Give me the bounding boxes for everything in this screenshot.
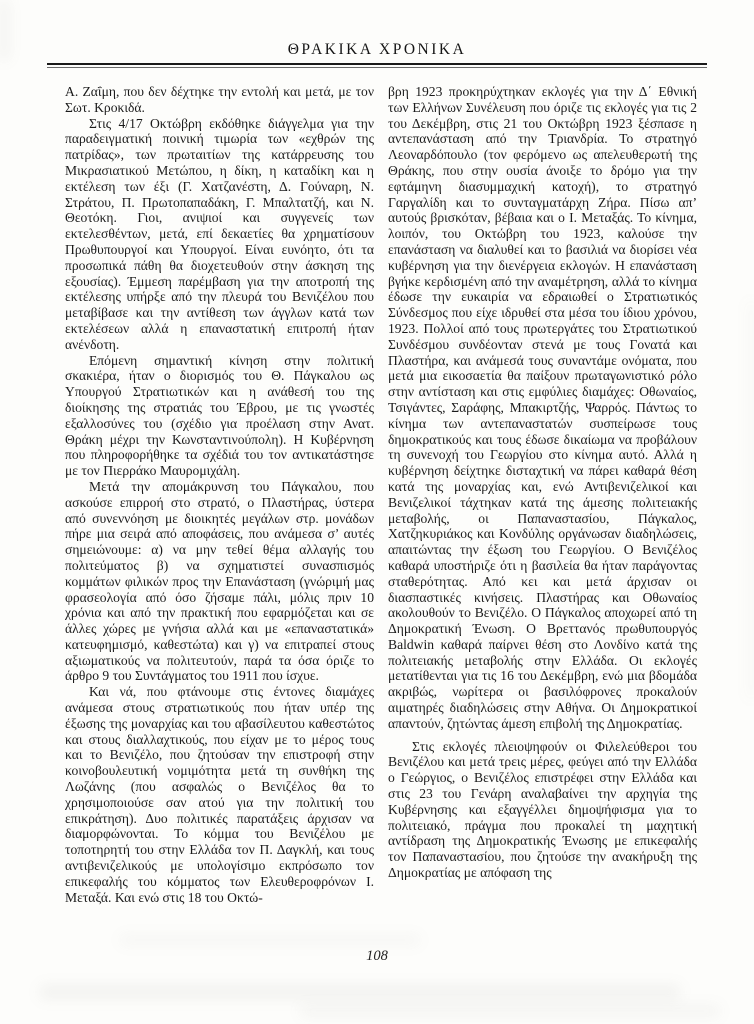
left-text-column (65, 84, 374, 905)
scan-artifact (120, 935, 420, 945)
paragraph: Στις εκλογές πλειοψηφούν οι Φιλελεύθεροι του Βενιζέλου και μετά τρεις μέρες, φεύγει από την Ελλάδα ο Γεώργιος, ο Βενιζέλος επιστρέφει στην Ελλάδα και στις 23 του Γενάρη αναλαβαίνει την αρχηγία της Κυβέρνησης και εξαγγέλλει δημοψήφισμα για το πολιτειακό, πράγμα που προκαλεί τη μαχητική αντίδραση της Δημοκρατικής Ένωσης με επικεφαλής τον Παπαναστασίου, που ζητούσε την ανακήρυξη της Δημοκρατίας με απόφαση της (388, 738, 697, 881)
right-text-column (388, 84, 697, 905)
header-divider-rule (47, 63, 707, 68)
paragraph: Μετά την απομάκρυνση του Πάγκαλου, που ασκούσε επιρροή στο στρατό, ο Πλαστήρας, ύστερα από συνεννόηση με διοικητές μεγάλων στρ. μονάδων πήρε μια σειρά από αποφάσεις, που ανάμεσα σ’ αυτές σημειώνουμε: α) να μην τεθεί θέμα αλλαγής του πολιτεύματος β) να σχηματιστεί συνασπισμός κομμάτων φιλικών προς την Επανάσταση (γνώριμή μας φρασεολογία από όσο ζήσαμε πάλι, μόλις πριν 10 χρόνια και από την πρακτική που εφαρμόζεται και σε άλλες χώρες με γνήσια αλλά και με «επαναστατικά» κατευφημισμό, καθεστώτα) και γ) να επιτραπεί στους αξιωματικούς να πολιτευτούν, παρά τα όσα όριζε το άρθρο 9 του Συντάγματος του 1911 που ίσχυε. (65, 478, 374, 684)
page-number: 108 (366, 948, 388, 964)
paragraph: Επόμενη σημαντική κίνηση στην πολιτική σκακιέρα, ήταν ο διορισμός του Θ. Πάγκαλου ως Υπουργού Στρατιωτικών και η ανάθεσή του της διοίκησης της στρατιάς του Έβρου, με τις γνωστές εξαλλοσύνες του (σχέδιο για προέλαση στην Ανατ. Θράκη μέχρι την Κωνσταντινούπολη). Η Κυβέρνηση που πληροφορήθηκε τα σχέδιά του τον αντικατάστησε με τον Πιερράκο Μαυρομιχάλη. (65, 352, 374, 479)
paragraph: Στις 4/17 Οκτώβρη εκδόθηκε διάγγελμα για την παραδειγματική ποινική τιμωρία των «εχθρών της πατρίδας», των πρωταιτίων της κατάρρευσης του Μικρασιατικού Μετώπου, η δίκη, η καταδίκη και η εκτέλεση των έξι (Γ. Χατζανέστη, Δ. Γούναρη, Ν. Στράτου, Π. Πρωτοπαπαδάκη, Γ. Μπαλτατζή, και Ν. Θεοτόκη. Γιοι, ανιψιοί και συγγενείς των εκτελεσθέντων, μετά, επί δεκαετίες θα χρηματίσουν Πρωθυπουργοί και Υπουργοί. Είναι ευνόητο, ότι τα προσωπικά πάθη θα διοχετευθούν στην άσκηση της εξουσίας). Έμμεση παρέμβαση για την αποτροπή της εκτέλεσης υπήρξε από την πλευρά του Βενιζέλου που μεταβίβασε και την αντίθεση των άγγλων κατά των εκτελέσεων αλλά η επαναστατική επιτροπή ήταν ανένδοτη. (65, 115, 374, 352)
paragraph: Και νά, που φτάνουμε στις έντονες διαμάχες ανάμεσα στους στρατιωτικούς που ήταν υπέρ της έξωσης της μοναρχίας και του αβασίλευτου καθεστώτος και στους διαλλαχτικούς, που είχαν με το μέρος τους και το Βενιζέλο, που ζητούσαν την επιστροφή στην κοινοβουλευτική νομιμότητα μετά τη συνθήκη της Λωζάνης (που ασφαλώς ο Βενιζέλος θα το χρησιμοποιούσε σαν ατού για την πολιτική του επικράτηση). Δυο πολιτικές παρατάξεις άρχισαν να διαμορφώνονται. Το κόμμα του Βενιζέλου με τοποτηρητή του στην Ελλάδα τον Π. Δαγκλή, και τους αντιβενιζελικούς με υπολογίσιμο εκπρόσωπο τον επικεφαλής του κόμματος των Ελευθεροφρόνων Ι. Μεταξά. Και ενώ στις 18 του Οκτώ- (65, 684, 374, 905)
paragraph: Α. Ζαΐμη, που δεν δέχτηκε την εντολή και μετά, με τον Σωτ. Κροκιδά. (65, 84, 374, 115)
scan-artifact (300, 1005, 720, 1017)
scan-artifact (748, 300, 754, 700)
scan-artifact (40, 985, 680, 999)
two-column-text-body (65, 84, 697, 905)
paragraph: βρη 1923 προκηρύχτηκαν εκλογές για την Δ΄ Εθνική των Ελλήνων Συνέλευση που όριζε τις εκλογές για τις 2 του Δεκέμβρη, στις 21 του Οκτώβρη 1923 ξέσπασε η αντεπανάσταση από την Τριανδρία. Το στρατηγό Λεοναρδόπουλο (τον φερόμενο ως απελευθερωτή της Θράκης, που στην ουσία άνοιξε το δρόμο για την εφτάμηνη διασυμμαχική κατοχή), το στρατηγό Γαργαλίδη και το συνταγματάρχη Ζήρα. Πίσω απ’ αυτούς βρισκόταν, βέβαια και ο Ι. Μεταξάς. Το κίνημα, λοιπόν, του Οκτώβρη του 1923, καλούσε την επανάσταση να διαλυθεί και το βασιλιά να διορίσει νέα κυβέρνηση για την διενέργεια εκλογών. Η επανάσταση βγήκε κερδισμένη από την αναμέτρηση, αλλά το κίνημα έδωσε την ευκαιρία να εδραιωθεί ο Στρατιωτικός Σύνδεσμος που είχε ιδρυθεί στα μέσα του ίδιου χρόνου, 1923. Πολλοί από τους πρωτεργάτες του Στρατιωτικού Συνδέσμου συνδέονταν στενά με τους Γονατά και Πλαστήρα, και ανάμεσά τους συναντάμε ονόματα, που μετά μια εικοσαετία θα παίξουν πρωταγωνιστικό ρόλο στην αντίσταση και στις εμφύλιες διαμάχες: Οθωναίος, Τσιγάντες, Σαράφης, Μπακιρτζής, Ψαρρός. Πάντως το κίνημα των αντεπαναστατών συσπείρωσε τους δημοκρατικούς και τους έδωσε δικαίωμα να προβάλουν τη συνενοχή του Γεωργίου στο κίνημα αυτό. Αλλά η κυβέρνηση δείχτηκε δισταχτική να πάρει καθαρά θέση κατά της μοναρχίας και, ενώ Αντιβενιζελικοί και Βενιζελικοί τάχτηκαν κατά της άμεσης πολιτειακής μεταβολής, οι Παπαναστασίου, Πάγκαλος, Χατζηκυριάκος και Κονδύλης οργάνωσαν διαδηλώσεις, απαιτώντας την έξωση του Γεωργίου. Ο Βενιζέλος καθαρά υποστήριζε ότι η βασιλεία θα ήταν παράγοντας σταθερότητας. Από κει και μετά άρχισαν οι διασπαστικές κινήσεις. Πλαστήρας και Οθωναίος ακολουθούν το Βενιζέλο. Ο Πάγκαλος αποχωρεί από τη Δημοκρατική Ένωση. Ο Βρεττανός πρωθυπουργός Baldwin καθαρά παίρνει θέση στο Λονδίνο κατά της πολιτειακής μεταβολής στην Ελλάδα. Οι εκλογές μετατίθενται για τις 16 του Δεκέμβρη, ενώ μια βδομάδα ακριβώς, νωρίτερα οι βασιλόφρονες προκαλούν αιματηρές διαδηλώσεις στην Αθήνα. Οι Δημοκρατικοί απαντούν, ζητώντας άμεση επιβολή της Δημοκρατίας. (388, 84, 697, 731)
journal-header-title: ΘΡΑΚΙΚΑ ΧΡΟΝΙΚΑ (287, 41, 467, 58)
